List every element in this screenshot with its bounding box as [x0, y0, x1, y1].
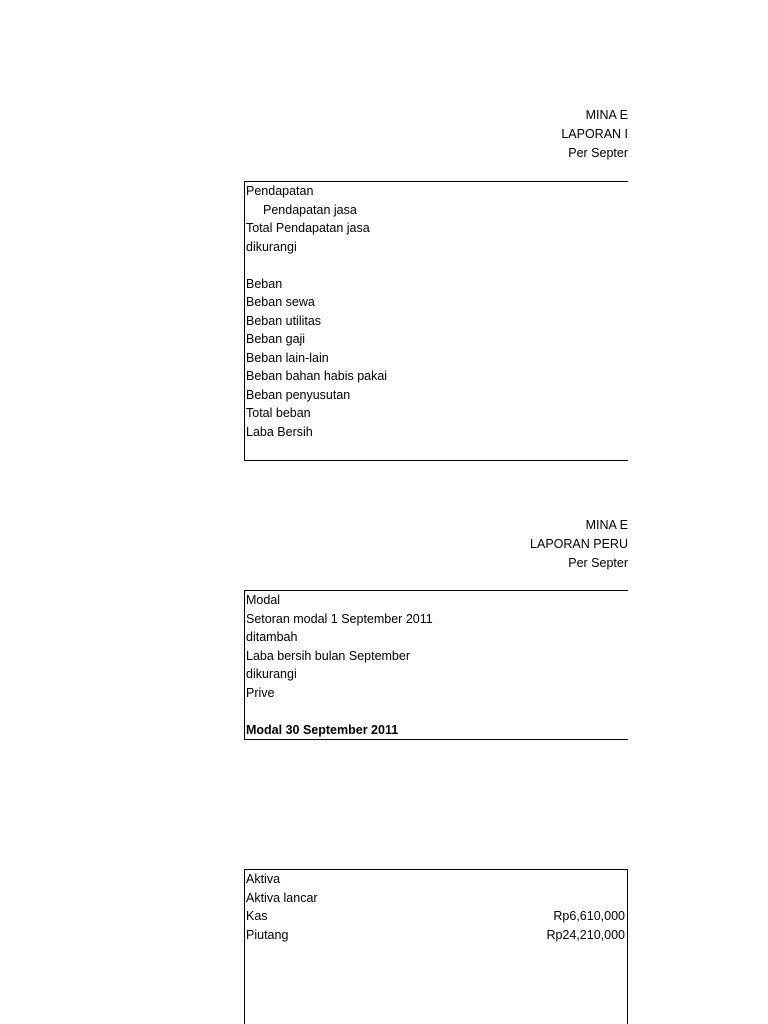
table-row [245, 349, 628, 368]
table-row [245, 870, 627, 889]
equity-report-period: Per Septer [568, 556, 628, 570]
income-header [328, 106, 628, 163]
table-row [245, 330, 628, 349]
equity-report-title: LAPORAN PERU [530, 537, 628, 551]
income-report-title: LAPORAN I [561, 127, 628, 141]
table-row [245, 647, 628, 666]
table-row [245, 889, 627, 908]
row-label: Aktiva [246, 872, 281, 886]
table-row [245, 404, 628, 423]
table-row [245, 293, 628, 312]
equity-header [328, 516, 628, 573]
table-row [245, 684, 628, 703]
row-label: ditambah [246, 630, 298, 644]
table-row [245, 386, 628, 405]
row-label: Prive [246, 685, 275, 700]
row-label: Kas [246, 909, 268, 923]
table-row [245, 628, 628, 647]
income-report-period: Per Septer [568, 146, 628, 160]
table-row [245, 367, 628, 386]
table-row [245, 312, 628, 331]
row-label: Laba Bersih [246, 424, 313, 439]
row-label: Laba bersih bulan September [246, 648, 411, 663]
row-label: Beban [246, 276, 283, 291]
table-row [245, 182, 628, 201]
row-label: Beban lain-lain [246, 350, 329, 365]
table-row [245, 907, 627, 926]
row-label: Setoran modal 1 September 2011 [246, 611, 433, 626]
table-row [245, 591, 628, 610]
row-label: Pendapatan jasa [263, 202, 357, 217]
row-value: Rp6,610,000 [553, 909, 625, 923]
row-label: Total Pendapatan jasa [246, 221, 370, 235]
income-statement-table [244, 181, 628, 461]
blank-row [245, 702, 628, 721]
row-label: dikurangi [246, 239, 297, 254]
row-label: Beban penyusutan [246, 387, 351, 402]
equity-statement-table [244, 590, 628, 740]
table-row [245, 926, 627, 945]
table-row [245, 423, 628, 442]
row-value: Rp24,210,000 [546, 927, 625, 942]
table-row [245, 238, 628, 257]
row-label: Pendapatan [246, 184, 314, 198]
row-label: Modal 30 September 2011 [246, 722, 399, 737]
table-row [245, 201, 628, 220]
table-row [245, 610, 628, 629]
table-row [245, 275, 628, 294]
table-row [245, 219, 628, 238]
blank-row [245, 256, 628, 275]
table-row [245, 665, 628, 684]
row-label: Modal [246, 593, 281, 607]
equity-company-name: MINA E [585, 518, 628, 532]
row-label: Aktiva lancar [246, 890, 318, 905]
row-label: Beban sewa [246, 295, 315, 309]
table-row [245, 721, 628, 740]
balance-sheet-table [244, 869, 628, 1024]
row-label: Piutang [246, 927, 289, 942]
row-label: dikurangi [246, 667, 297, 681]
row-label: Beban gaji [246, 332, 306, 346]
row-label: Total beban [246, 406, 311, 420]
row-label: Beban utilitas [246, 313, 322, 328]
row-label: Beban bahan habis pakai [246, 369, 388, 383]
income-company-name: MINA E [585, 108, 628, 122]
